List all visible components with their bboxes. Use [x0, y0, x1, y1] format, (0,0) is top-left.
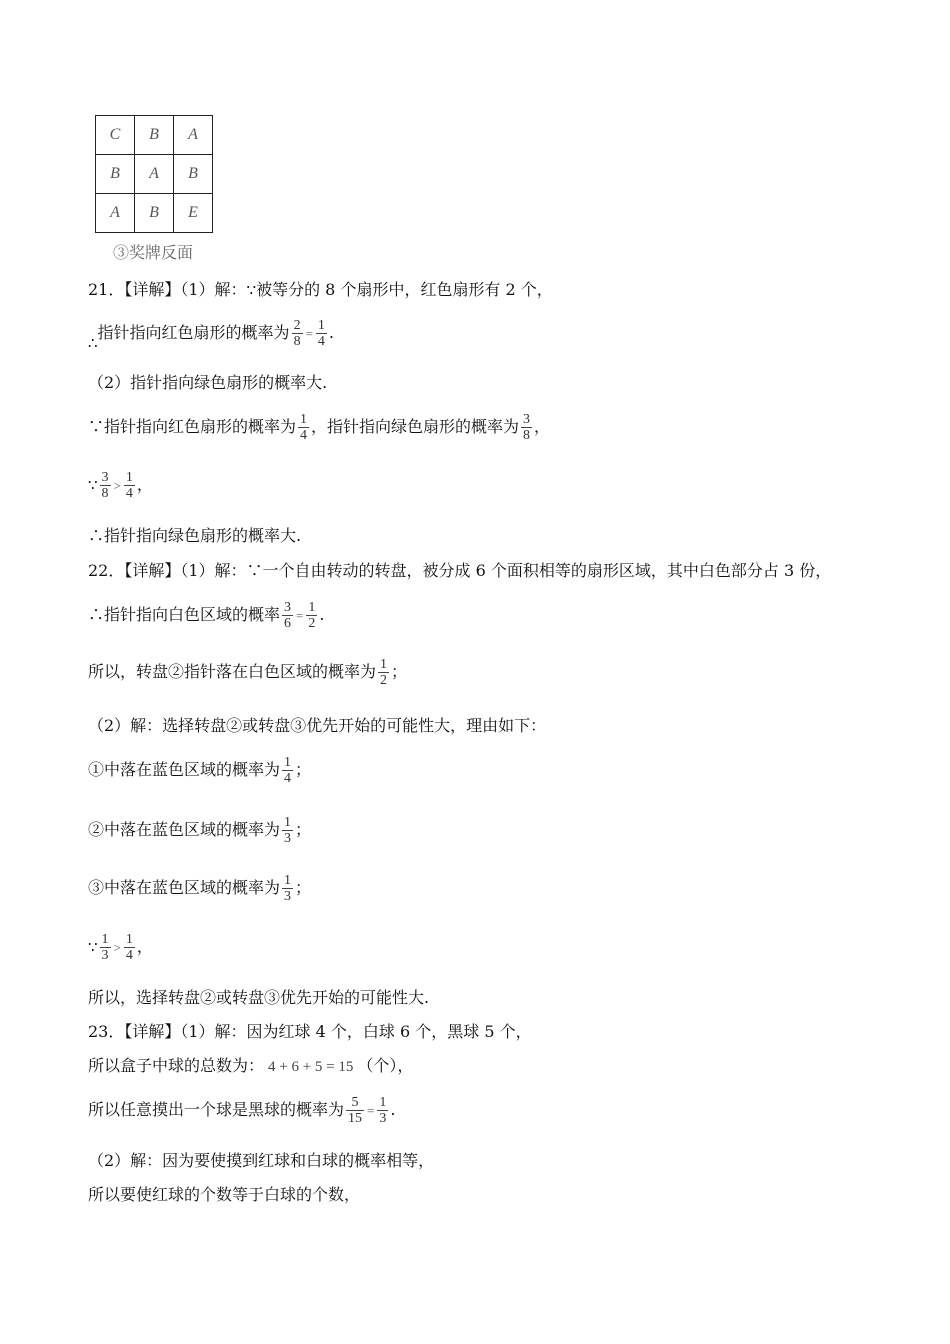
semicolon: ； [295, 760, 312, 779]
comma: ， [534, 417, 551, 436]
semicolon: ； [295, 820, 312, 839]
q21-text: ，指针指向绿色扇形的概率为 [311, 417, 520, 436]
q22-line-8 [88, 927, 153, 968]
grid-caption: ③奖牌反面 [113, 243, 194, 262]
grid-cell: B [135, 194, 174, 233]
q22-line-9: 所以，选择转盘②或转盘③优先开始的可能性大. [88, 988, 430, 1007]
fraction: $\frac{1}{4}$ [125, 932, 133, 963]
grid-cell: B [96, 155, 135, 194]
q22-line-4: （2）解：选择转盘②或转盘③优先开始的可能性大，理由如下： [88, 716, 547, 735]
q21-line-3: （2）指针指向绿色扇形的概率大. [88, 373, 328, 392]
grid-row [96, 116, 213, 155]
q21-text: ∵指针指向红色扇形的概率为 [88, 417, 297, 436]
q22-line-1: 22．【详解】（1）解：∵一个自由转动的转盘，被分成 6 个面积相等的扇形区域，其中白色部分占 3 份， [88, 561, 832, 580]
because-symbol: ∵ [88, 476, 98, 494]
q21-line-5 [88, 465, 153, 506]
because-symbol: ∵ [246, 281, 257, 299]
q22-text: ∴指针指向白色区域的概率 [88, 605, 281, 624]
q21-line-1 [88, 280, 553, 300]
grid-cell: A [135, 155, 174, 194]
period: . [328, 323, 334, 342]
fraction: $\frac{1}{2}$ [380, 657, 388, 688]
reward-back-grid [95, 115, 213, 233]
comma: ， [136, 475, 153, 494]
q23-line-1: 23．【详解】（1）解：因为红球 4 个，白球 6 个，黑球 5 个， [88, 1022, 532, 1041]
comma: ， [136, 937, 153, 956]
q23-line-3 [88, 1090, 395, 1131]
q21-line-6: ∴指针指向绿色扇形的概率大. [88, 526, 302, 545]
fraction: $\frac{1}{4}$ [317, 318, 325, 349]
grid-cell: B [174, 155, 213, 194]
sum-expression: 4 + 6 + 5 = 15 [268, 1059, 354, 1075]
q23-text: 所以盒子中球的总数为： [88, 1056, 265, 1075]
q22-line-5 [88, 750, 311, 790]
greater-than-sign: > [113, 939, 121, 955]
equals-sign: = [367, 1102, 375, 1118]
grid-row [96, 155, 213, 194]
q23-line-4: （2）解：因为要使摸到红球和白球的概率相等， [88, 1151, 435, 1170]
q23-text: 所以任意摸出一个球是黑球的概率为 [88, 1100, 345, 1119]
q22-line-3 [88, 652, 407, 692]
q21-line-2 [88, 315, 334, 352]
fraction: $\frac{5}{15}$ [348, 1095, 363, 1126]
q23-text: （个）， [357, 1056, 414, 1075]
q22-text: ③中落在蓝色区域的概率为 [88, 878, 281, 897]
q22-line-2 [88, 595, 324, 636]
fraction: $\frac{1}{4}$ [300, 412, 308, 443]
q22-line-6 [88, 810, 311, 850]
grid-cell: B [135, 116, 174, 155]
q22-line-7 [88, 868, 311, 908]
equals-sign: = [296, 607, 304, 623]
fraction: $\frac{1}{3}$ [101, 932, 109, 963]
fraction: $\frac{3}{6}$ [284, 600, 292, 631]
grid-cell: E [174, 194, 213, 233]
q23-line-5: 所以要使红球的个数等于白球的个数， [88, 1185, 361, 1204]
therefore-symbol: ∴ [88, 334, 98, 352]
q23-line-2 [88, 1056, 413, 1077]
grid-cell: A [96, 194, 135, 233]
semicolon: ； [391, 662, 408, 681]
because-symbol: ∵ [88, 938, 98, 956]
fraction: $\frac{3}{8}$ [523, 412, 531, 443]
fraction: $\frac{1}{3}$ [379, 1095, 387, 1126]
period: . [319, 605, 325, 624]
q21-text: 指针指向红色扇形的概率为 [97, 323, 290, 342]
fraction: $\frac{1}{4}$ [284, 755, 292, 786]
fraction: $\frac{1}{2}$ [308, 600, 316, 631]
grid-row [96, 194, 213, 233]
q21-line-4 [88, 407, 550, 447]
equals-sign: = [305, 325, 313, 341]
q22-text: ②中落在蓝色区域的概率为 [88, 820, 281, 839]
fraction: $\frac{1}{3}$ [284, 873, 292, 904]
fraction: $\frac{2}{8}$ [293, 318, 301, 349]
q22-text: 所以，转盘②指针落在白色区域的概率为 [88, 662, 377, 681]
grid-cell: A [174, 116, 213, 155]
fraction: $\frac{3}{8}$ [101, 470, 109, 501]
grid-cell: C [96, 116, 135, 155]
fraction: $\frac{1}{3}$ [284, 815, 292, 846]
period: . [390, 1100, 396, 1119]
greater-than-sign: > [113, 477, 121, 493]
q21-text: 被等分的 8 个扇形中，红色扇形有 2 个， [256, 280, 553, 299]
semicolon: ； [295, 878, 312, 897]
q22-text: ①中落在蓝色区域的概率为 [88, 760, 281, 779]
q21-heading: 21．【详解】（1）解： [88, 280, 247, 299]
fraction: $\frac{1}{4}$ [125, 470, 133, 501]
